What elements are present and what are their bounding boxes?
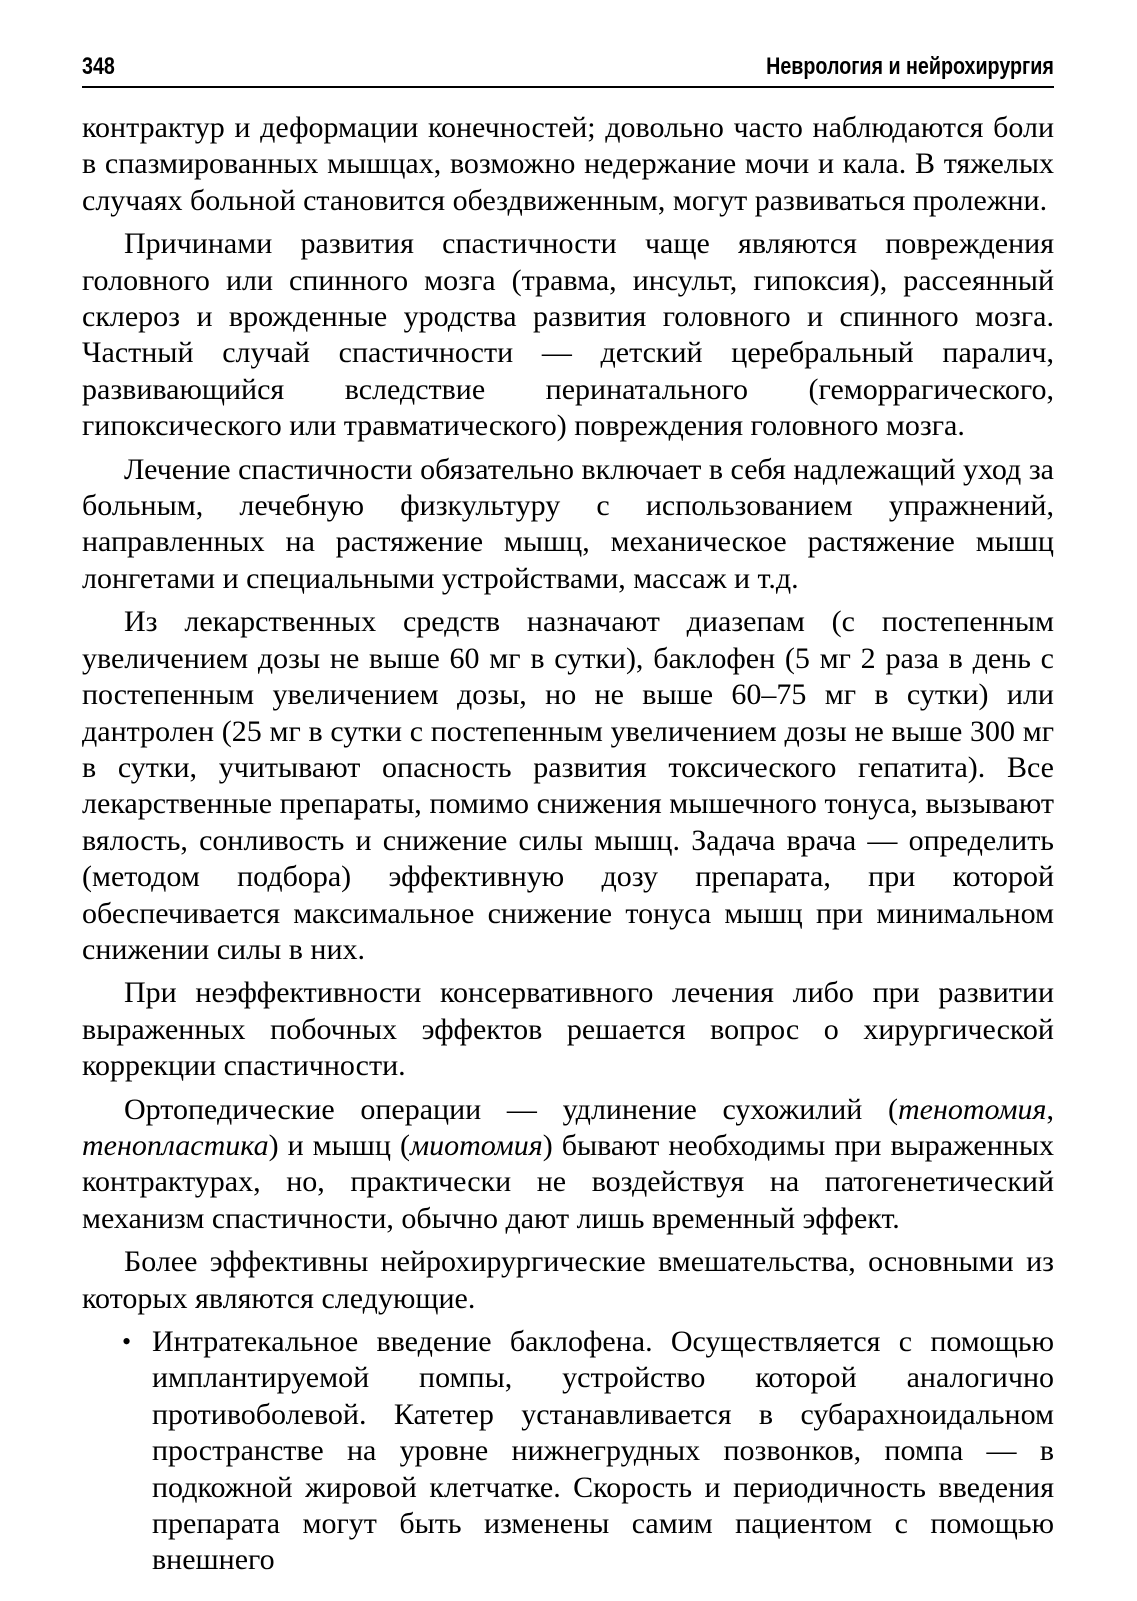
- paragraph-causes: Причинами развития спастичности чаще являются повреждения головного или спинного мозга (травма, инсульт, гипоксия), рассеянный склероз и врожденные уродства развития головного и спинного мозга. Частный случай спастичности — детский церебральный паралич, развивающийся вследствие перинатального (геморрагического, гипоксического или травматического) повреждения головного мозга.: [82, 227, 1054, 443]
- term-tenoplasty: тенопластика: [82, 1128, 269, 1162]
- bullet-icon: •: [122, 1327, 132, 1356]
- orthopedic-text-3: ) и мышц (: [268, 1128, 410, 1162]
- page-number: 348: [82, 53, 115, 80]
- running-title: Неврология и нейрохирургия: [766, 53, 1054, 80]
- paragraph-medication: Из лекарственных средств назначают диазепам (с постепенным увеличением дозы не выше 60 мг в сутки), баклофен (5 мг 2 раза в день с постепенным увеличением дозы, но не выше 60–75 мг в сутки) или дантролен (25 мг в сутки с постепенным увеличением дозы не выше 300 мг в сутки, учитывают опасность развития токсического гепатита). Все лекарственные препараты, помимо снижения мышечного тонуса, вызывают вялость, сонливость и снижение силы мышц. Задача врача — определить (методом подбора) эффективную дозу препарата, при которой обеспечивается максимальное снижение тонуса мышц при минимальном снижении силы в них.: [82, 605, 1054, 966]
- orthopedic-text-4: ) бывают необходимы при выраженных контрактурах, но, практически не воздействуя на патогенетический механизм спастичности, обычно дают лишь временный эффект.: [82, 1128, 1054, 1235]
- orthopedic-text-2: ,: [1046, 1092, 1054, 1126]
- body-text: [82, 110, 1054, 1579]
- list-item-text: Интратекальное введение баклофена. Осуществляется с помощью имплантируемой помпы, устройство которой аналогично противоболевой. Катетер устанавливается в субарахноидальном пространстве на уровне нижнегрудных позвонков, помпа — в подкожной жировой клетчатке. Скорость и периодичность введения препарата могут быть изменены самим пациентом с помощью внешнего: [152, 1325, 1054, 1577]
- list-item: [122, 1324, 1054, 1579]
- bullet-list: [82, 1324, 1054, 1579]
- paragraph-orthopedic: [82, 1092, 1054, 1238]
- term-tenotomy: тенотомия: [898, 1092, 1047, 1126]
- running-header: [82, 52, 1054, 88]
- orthopedic-text-1: Ортопедические операции — удлинение сухожилий (: [124, 1092, 899, 1126]
- paragraph-treatment: Лечение спастичности обязательно включает в себя надлежащий уход за больным, лечебную физкультуру с использованием упражнений, направленных на растяжение мышц, механическое растяжение мышц лонгетами и специальными устройствами, массаж и т.д.: [82, 452, 1054, 595]
- paragraph-neurosurgery: Более эффективны нейрохирургические вмешательства, основными из которых являются следующие.: [82, 1245, 1054, 1315]
- term-myotomy: миотомия: [409, 1128, 543, 1162]
- paragraph-continuation: контрактур и деформации конечностей; довольно часто наблюдаются боли в спазмированных мышцах, возможно недержание мочи и кала. В тяжелых случаях больной становится обездвиженным, могут развиваться пролежни.: [82, 111, 1054, 217]
- paragraph-surgery-question: При неэффективности консервативного лечения либо при развитии выраженных побочных эффектов решается вопрос о хирургической коррекции спастичности.: [82, 976, 1054, 1083]
- book-page: [82, 52, 1054, 1579]
